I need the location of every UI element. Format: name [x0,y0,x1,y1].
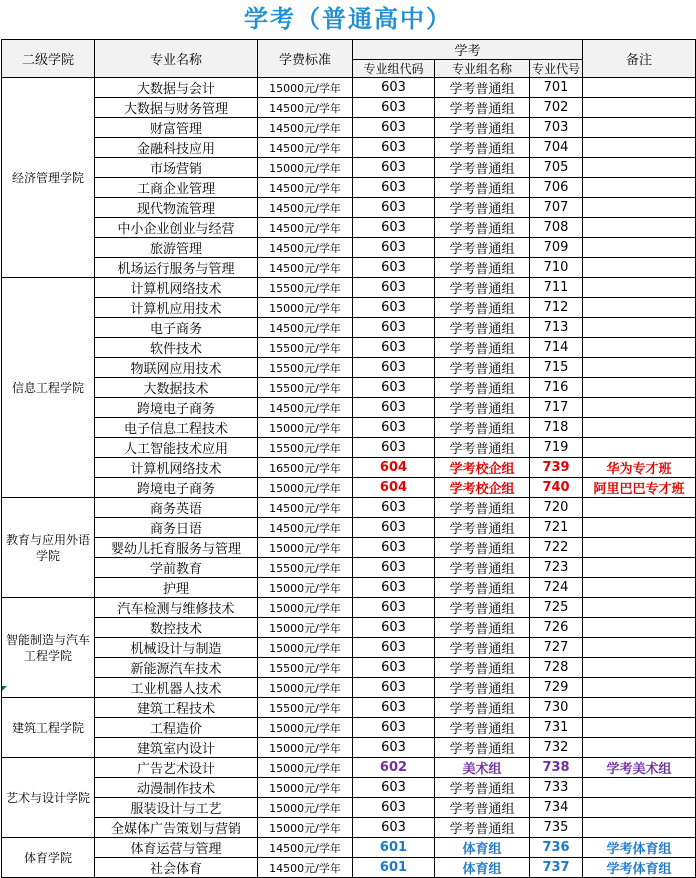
group-code-cell: 603 [353,798,435,818]
major-cell: 建筑室内设计 [95,738,258,758]
remark-cell: 学考体育组 [583,858,696,878]
major-cell: 中小企业创业与经营 [95,218,258,238]
fee-cell: 15000元/学年 [258,618,353,638]
remark-cell [583,618,696,638]
major-code-cell: 702 [530,98,583,118]
major-cell: 体育运营与管理 [95,838,258,858]
table-row [2,98,696,118]
group-name-cell: 学考普通组 [435,338,530,358]
major-code-cell: 730 [530,698,583,718]
major-code-cell: 724 [530,578,583,598]
fee-cell: 14500元/学年 [258,138,353,158]
major-cell: 工业机器人技术 [95,678,258,698]
group-code-cell: 603 [353,418,435,438]
table-row [2,498,696,518]
major-code-cell: 703 [530,118,583,138]
major-code-cell: 722 [530,538,583,558]
fee-cell: 15000元/学年 [258,778,353,798]
major-code-cell: 715 [530,358,583,378]
group-name-cell: 学考普通组 [435,358,530,378]
group-name-cell: 学考普通组 [435,238,530,258]
remark-cell [583,138,696,158]
table-row [2,478,696,498]
fee-cell: 15000元/学年 [258,738,353,758]
group-code-cell: 603 [353,78,435,98]
table-row [2,238,696,258]
header-row-1 [2,40,696,60]
header-group-name: 专业组名称 [435,60,530,78]
admissions-table [1,39,696,878]
fee-cell: 14500元/学年 [258,178,353,198]
group-name-cell: 学考普通组 [435,258,530,278]
group-code-cell: 603 [353,738,435,758]
major-cell: 人工智能技术应用 [95,438,258,458]
group-code-cell: 603 [353,178,435,198]
major-cell: 机械设计与制造 [95,638,258,658]
table-row [2,718,696,738]
major-code-cell: 705 [530,158,583,178]
major-code-cell: 713 [530,318,583,338]
major-cell: 电子信息工程技术 [95,418,258,438]
fee-cell: 15500元/学年 [258,558,353,578]
major-cell: 旅游管理 [95,238,258,258]
table-row [2,538,696,558]
major-code-cell: 717 [530,398,583,418]
fee-cell: 15000元/学年 [258,718,353,738]
major-cell: 护理 [95,578,258,598]
group-code-cell: 603 [353,138,435,158]
group-code-cell: 603 [353,618,435,638]
fee-cell: 15000元/学年 [258,538,353,558]
group-name-cell: 学考普通组 [435,298,530,318]
fee-cell: 15500元/学年 [258,358,353,378]
header-xuekao: 学考 [353,40,583,60]
table-row [2,598,696,618]
group-code-cell: 603 [353,778,435,798]
group-name-cell: 学考普通组 [435,498,530,518]
major-cell: 社会体育 [95,858,258,878]
remark-cell [583,358,696,378]
group-name-cell: 学考普通组 [435,198,530,218]
group-name-cell: 学考普通组 [435,538,530,558]
remark-cell [583,338,696,358]
group-code-cell: 603 [353,638,435,658]
remark-cell [583,518,696,538]
remark-cell [583,538,696,558]
table-row [2,218,696,238]
group-name-cell: 学考普通组 [435,678,530,698]
fee-cell: 14500元/学年 [258,838,353,858]
major-cell: 大数据与会计 [95,78,258,98]
table-row [2,818,696,838]
group-code-cell: 603 [353,238,435,258]
major-code-cell: 707 [530,198,583,218]
major-cell: 动漫制作技术 [95,778,258,798]
fee-cell: 14500元/学年 [258,858,353,878]
fee-cell: 15000元/学年 [258,298,353,318]
group-name-cell: 学考普通组 [435,598,530,618]
fee-cell: 14500元/学年 [258,98,353,118]
fee-cell: 15500元/学年 [258,378,353,398]
college-cell: 经济管理学院 [2,78,95,278]
major-code-cell: 716 [530,378,583,398]
table-row [2,358,696,378]
fee-cell: 15000元/学年 [258,78,353,98]
fee-cell: 15000元/学年 [258,818,353,838]
group-code-cell: 603 [353,158,435,178]
fee-cell: 14500元/学年 [258,398,353,418]
major-cell: 工程造价 [95,718,258,738]
group-code-cell: 603 [353,498,435,518]
major-code-cell: 735 [530,818,583,838]
group-name-cell: 学考普通组 [435,558,530,578]
group-name-cell: 学考普通组 [435,218,530,238]
group-code-cell: 603 [353,538,435,558]
major-code-cell: 709 [530,238,583,258]
major-cell: 计算机应用技术 [95,298,258,318]
table-row [2,438,696,458]
group-code-cell: 603 [353,358,435,378]
major-code-cell: 706 [530,178,583,198]
remark-cell: 华为专才班 [583,458,696,478]
table-row [2,658,696,678]
header-group-code: 专业组代码 [353,60,435,78]
major-cell: 学前教育 [95,558,258,578]
group-name-cell: 学考普通组 [435,578,530,598]
major-cell: 机场运行服务与管理 [95,258,258,278]
fee-cell: 14500元/学年 [258,258,353,278]
college-cell: 体育学院 [2,838,95,878]
table-row [2,798,696,818]
major-cell: 大数据与财务管理 [95,98,258,118]
major-cell: 大数据技术 [95,378,258,398]
group-code-cell: 604 [353,478,435,498]
group-name-cell: 学考普通组 [435,738,530,758]
major-cell: 物联网应用技术 [95,358,258,378]
table-row [2,258,696,278]
group-code-cell: 601 [353,858,435,878]
cell-note-marker [2,686,7,691]
table-row [2,398,696,418]
group-name-cell: 体育组 [435,838,530,858]
header-major-code: 专业代号 [530,60,583,78]
major-cell: 新能源汽车技术 [95,658,258,678]
table-row [2,558,696,578]
remark-cell [583,178,696,198]
major-cell: 婴幼儿托育服务与管理 [95,538,258,558]
major-cell: 服装设计与工艺 [95,798,258,818]
major-code-cell: 728 [530,658,583,678]
fee-cell: 14500元/学年 [258,238,353,258]
group-code-cell: 603 [353,218,435,238]
table-row [2,338,696,358]
table-row [2,678,696,698]
remark-cell [583,698,696,718]
group-code-cell: 603 [353,518,435,538]
remark-cell [583,638,696,658]
fee-cell: 15500元/学年 [258,658,353,678]
header-college: 二级学院 [2,40,95,78]
group-code-cell: 603 [353,658,435,678]
group-name-cell: 学考普通组 [435,658,530,678]
remark-cell [583,658,696,678]
group-name-cell: 学考普通组 [435,618,530,638]
fee-cell: 15500元/学年 [258,438,353,458]
major-code-cell: 739 [530,458,583,478]
major-cell: 建筑工程技术 [95,698,258,718]
college-cell: 艺术与设计学院 [2,758,95,838]
major-code-cell: 736 [530,838,583,858]
group-code-cell: 601 [353,838,435,858]
group-name-cell: 学考普通组 [435,718,530,738]
major-cell: 计算机网络技术 [95,278,258,298]
major-code-cell: 718 [530,418,583,438]
group-code-cell: 603 [353,318,435,338]
header-fee: 学费标准 [258,40,353,78]
group-name-cell: 学考普通组 [435,78,530,98]
table-row [2,178,696,198]
group-code-cell: 602 [353,758,435,778]
major-code-cell: 737 [530,858,583,878]
remark-cell [583,238,696,258]
group-name-cell: 学考普通组 [435,398,530,418]
major-cell: 数控技术 [95,618,258,638]
major-cell: 软件技术 [95,338,258,358]
major-code-cell: 733 [530,778,583,798]
college-cell: 信息工程学院 [2,278,95,498]
group-name-cell: 学考普通组 [435,798,530,818]
group-code-cell: 603 [353,818,435,838]
major-code-cell: 723 [530,558,583,578]
remark-cell [583,198,696,218]
remark-cell [583,498,696,518]
group-name-cell: 学考普通组 [435,378,530,398]
remark-cell [583,78,696,98]
table-row [2,578,696,598]
group-code-cell: 603 [353,558,435,578]
table-row [2,518,696,538]
group-name-cell: 学考普通组 [435,98,530,118]
remark-cell: 阿里巴巴专才班 [583,478,696,498]
table-row [2,418,696,438]
group-name-cell: 学考普通组 [435,158,530,178]
table-row [2,298,696,318]
group-name-cell: 学考普通组 [435,178,530,198]
major-code-cell: 721 [530,518,583,538]
table-row [2,458,696,478]
table-row [2,278,696,298]
major-code-cell: 710 [530,258,583,278]
remark-cell: 学考体育组 [583,838,696,858]
group-code-cell: 603 [353,438,435,458]
fee-cell: 15000元/学年 [258,678,353,698]
remark-cell [583,798,696,818]
major-code-cell: 740 [530,478,583,498]
college-cell: 建筑工程学院 [2,698,95,758]
group-name-cell: 学考普通组 [435,318,530,338]
major-code-cell: 729 [530,678,583,698]
major-code-cell: 712 [530,298,583,318]
group-name-cell: 学考普通组 [435,778,530,798]
remark-cell [583,738,696,758]
table-row [2,858,696,878]
major-cell: 金融科技应用 [95,138,258,158]
major-code-cell: 725 [530,598,583,618]
table-row [2,738,696,758]
major-code-cell: 731 [530,718,583,738]
remark-cell [583,818,696,838]
fee-cell: 15000元/学年 [258,418,353,438]
remark-cell [583,258,696,278]
fee-cell: 15000元/学年 [258,758,353,778]
fee-cell: 15000元/学年 [258,638,353,658]
major-cell: 工商企业管理 [95,178,258,198]
group-name-cell: 学考普通组 [435,138,530,158]
fee-cell: 15000元/学年 [258,478,353,498]
remark-cell [583,718,696,738]
fee-cell: 15500元/学年 [258,338,353,358]
fee-cell: 15500元/学年 [258,698,353,718]
remark-cell: 学考美术组 [583,758,696,778]
group-code-cell: 603 [353,98,435,118]
fee-cell: 14500元/学年 [258,498,353,518]
college-cell: 智能制造与汽车工程学院 [2,598,95,698]
group-name-cell: 体育组 [435,858,530,878]
major-code-cell: 711 [530,278,583,298]
major-cell: 商务英语 [95,498,258,518]
group-code-cell: 603 [353,198,435,218]
group-code-cell: 603 [353,598,435,618]
fee-cell: 15000元/学年 [258,798,353,818]
fee-cell: 14500元/学年 [258,218,353,238]
group-name-cell: 学考普通组 [435,698,530,718]
group-code-cell: 603 [353,578,435,598]
group-name-cell: 学考普通组 [435,118,530,138]
major-code-cell: 701 [530,78,583,98]
remark-cell [583,298,696,318]
remark-cell [583,278,696,298]
group-name-cell: 学考普通组 [435,278,530,298]
group-name-cell: 学考普通组 [435,638,530,658]
remark-cell [583,378,696,398]
remark-cell [583,418,696,438]
group-code-cell: 604 [353,458,435,478]
remark-cell [583,318,696,338]
major-code-cell: 738 [530,758,583,778]
group-code-cell: 603 [353,278,435,298]
major-cell: 财富管理 [95,118,258,138]
fee-cell: 15500元/学年 [258,278,353,298]
table-row [2,318,696,338]
group-name-cell: 学考校企组 [435,478,530,498]
college-cell: 教育与应用外语学院 [2,498,95,598]
group-code-cell: 603 [353,338,435,358]
remark-cell [583,598,696,618]
group-code-cell: 603 [353,298,435,318]
table-row [2,78,696,98]
table-row [2,638,696,658]
page-title: 学考（普通高中） [244,5,452,33]
table-row [2,698,696,718]
table-row [2,198,696,218]
remark-cell [583,578,696,598]
group-code-cell: 603 [353,118,435,138]
group-code-cell: 603 [353,258,435,278]
table-row [2,378,696,398]
table-row [2,618,696,638]
major-cell: 计算机网络技术 [95,458,258,478]
group-code-cell: 603 [353,718,435,738]
group-name-cell: 学考普通组 [435,438,530,458]
table-row [2,758,696,778]
fee-cell: 14500元/学年 [258,118,353,138]
fee-cell: 15000元/学年 [258,158,353,178]
remark-cell [583,118,696,138]
fee-cell: 14500元/学年 [258,318,353,338]
remark-cell [583,218,696,238]
table-row [2,158,696,178]
table-row [2,838,696,858]
major-code-cell: 734 [530,798,583,818]
fee-cell: 15000元/学年 [258,578,353,598]
major-code-cell: 708 [530,218,583,238]
group-name-cell: 美术组 [435,758,530,778]
major-cell: 广告艺术设计 [95,758,258,778]
major-code-cell: 719 [530,438,583,458]
fee-cell: 14500元/学年 [258,518,353,538]
remark-cell [583,98,696,118]
major-cell: 市场营销 [95,158,258,178]
group-code-cell: 603 [353,678,435,698]
fee-cell: 15000元/学年 [258,598,353,618]
remark-cell [583,678,696,698]
major-cell: 跨境电子商务 [95,398,258,418]
fee-cell: 16500元/学年 [258,458,353,478]
major-cell: 全媒体广告策划与营销 [95,818,258,838]
major-code-cell: 720 [530,498,583,518]
group-name-cell: 学考普通组 [435,418,530,438]
header-remark: 备注 [583,40,696,78]
remark-cell [583,558,696,578]
major-code-cell: 732 [530,738,583,758]
fee-cell: 14500元/学年 [258,198,353,218]
table-row [2,138,696,158]
group-code-cell: 603 [353,398,435,418]
table-row [2,118,696,138]
header-major: 专业名称 [95,40,258,78]
group-name-cell: 学考普通组 [435,518,530,538]
major-cell: 跨境电子商务 [95,478,258,498]
group-code-cell: 603 [353,698,435,718]
major-code-cell: 714 [530,338,583,358]
major-cell: 商务日语 [95,518,258,538]
remark-cell [583,438,696,458]
major-cell: 现代物流管理 [95,198,258,218]
major-cell: 汽车检测与维修技术 [95,598,258,618]
group-code-cell: 603 [353,378,435,398]
major-cell: 电子商务 [95,318,258,338]
table-body [2,40,696,878]
remark-cell [583,398,696,418]
group-name-cell: 学考校企组 [435,458,530,478]
major-code-cell: 727 [530,638,583,658]
remark-cell [583,158,696,178]
major-code-cell: 726 [530,618,583,638]
group-name-cell: 学考普通组 [435,818,530,838]
major-code-cell: 704 [530,138,583,158]
